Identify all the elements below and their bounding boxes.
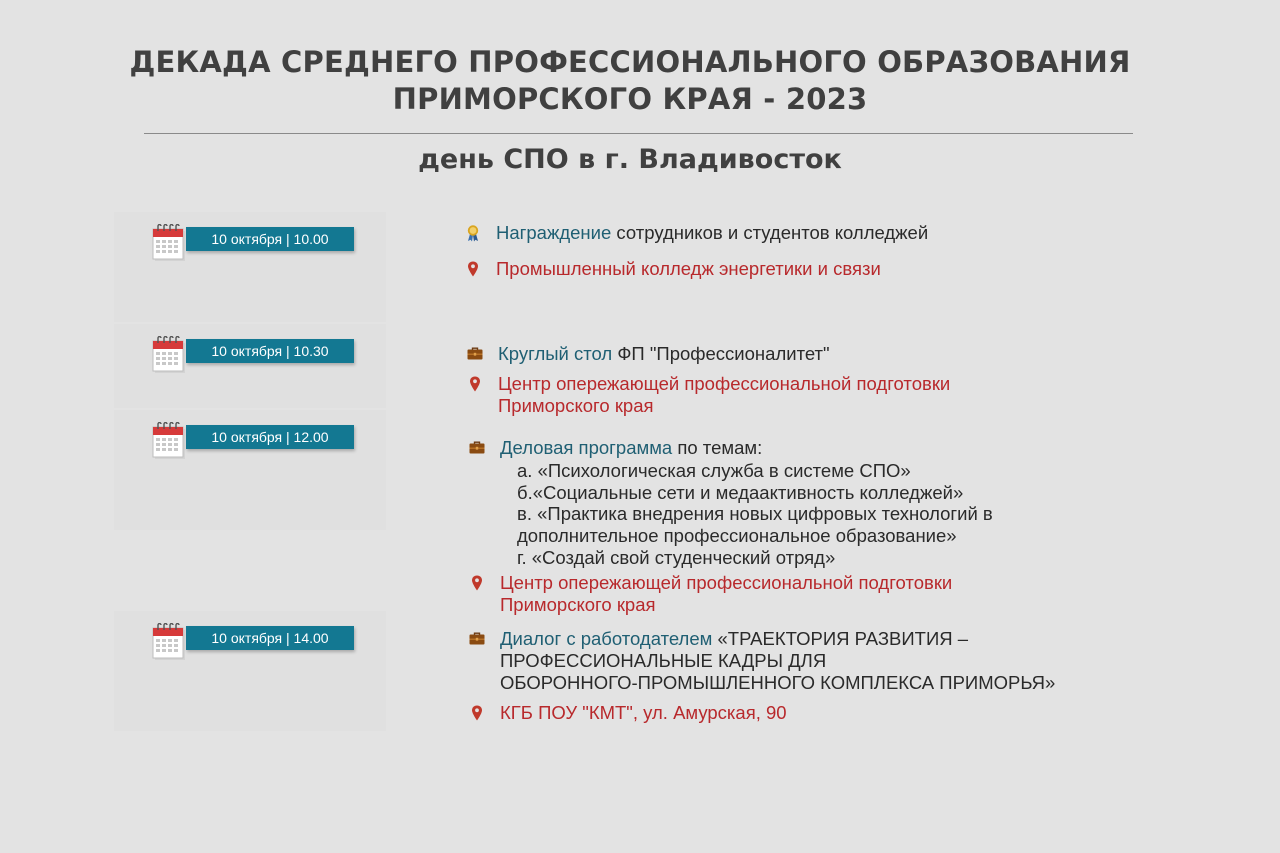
topic-item: г. «Создай свой студенческий отряд»	[517, 546, 836, 568]
calendar-icon	[152, 422, 186, 460]
event-title	[500, 628, 1055, 694]
topic-item: б.«Социальные сети и медаактивность колледжей»	[517, 481, 964, 503]
date-card-2	[114, 324, 386, 408]
event-title-line-2: ПРОФЕССИОНАЛЬНЫЕ КАДРЫ ДЛЯ	[500, 650, 827, 671]
event-location-row	[468, 572, 952, 616]
topic-item: дополнительное профессиональное образование»	[517, 525, 957, 547]
date-banner: 10 октября | 10.00	[186, 227, 354, 251]
event-location-row	[466, 373, 950, 417]
event-title-row	[464, 222, 928, 244]
calendar-icon	[152, 336, 186, 374]
topic-item: в. «Практика внедрения новых цифровых технологий в	[517, 503, 993, 525]
topic-item: а. «Психологическая служба в системе СПО»	[517, 460, 911, 481]
award-icon	[464, 224, 482, 242]
date-banner: 10 октября | 10.30	[186, 339, 354, 363]
event-title-rest: ФП "Профессионалитет"	[612, 343, 830, 364]
calendar-icon	[152, 623, 186, 661]
location-pin-icon	[468, 704, 486, 722]
event-location	[500, 572, 952, 616]
event-title-rest: «ТРАЕКТОРИЯ РАЗВИТИЯ –	[712, 628, 969, 649]
briefcase-icon	[468, 630, 486, 648]
topic-list	[517, 460, 993, 569]
date-banner: 10 октября | 12.00	[186, 425, 354, 449]
event-location-line-1: Центр опережающей профессиональной подготовки	[498, 373, 951, 394]
event-title-rest: по темам:	[672, 437, 763, 458]
event-title-row	[468, 437, 762, 459]
location-pin-icon	[468, 574, 486, 592]
location-pin-icon	[464, 260, 482, 278]
event-location-row	[464, 258, 881, 280]
title-divider	[144, 133, 1133, 134]
date-card-3	[114, 410, 386, 530]
event-location: КГБ ПОУ "КМТ", ул. Амурская, 90	[500, 702, 787, 723]
event-title-highlight: Круглый стол	[498, 343, 613, 364]
calendar-icon	[152, 224, 186, 262]
briefcase-icon	[466, 345, 484, 363]
event-title-rest: сотрудников и студентов колледжей	[611, 222, 929, 243]
event-location-line-1: Центр опережающей профессиональной подготовки	[500, 572, 953, 593]
event-title	[496, 222, 928, 244]
event-title	[500, 437, 762, 459]
title-line-2: ПРИМОРСКОГО КРАЯ - 2023	[392, 82, 868, 116]
page-subtitle: день СПО в г. Владивосток	[418, 144, 842, 175]
briefcase-icon	[468, 439, 486, 457]
date-banner: 10 октября | 14.00	[186, 626, 354, 650]
event-title	[498, 343, 830, 365]
event-title-row	[468, 628, 1055, 694]
event-title-highlight: Диалог с работодателем	[500, 628, 713, 649]
event-location: Промышленный колледж энергетики и связи	[496, 258, 881, 279]
event-location	[498, 373, 950, 417]
title-line-1: ДЕКАДА СРЕДНЕГО ПРОФЕССИОНАЛЬНОГО ОБРАЗОВАНИЯ	[129, 45, 1131, 79]
date-card-1	[114, 212, 386, 322]
event-location-line-2: Приморского края	[500, 594, 656, 615]
date-card-4	[114, 611, 386, 731]
event-title-line-3: ОБОРОННОГО-ПРОМЫШЛЕННОГО КОМПЛЕКСА ПРИМОРЬЯ»	[500, 672, 1056, 693]
page-title	[0, 44, 1260, 118]
event-title-highlight: Деловая программа	[500, 437, 673, 458]
event-location-row	[468, 702, 787, 724]
event-location-line-2: Приморского края	[498, 395, 654, 416]
location-pin-icon	[466, 375, 484, 393]
event-title-highlight: Награждение	[496, 222, 612, 243]
event-title-row	[466, 343, 830, 365]
